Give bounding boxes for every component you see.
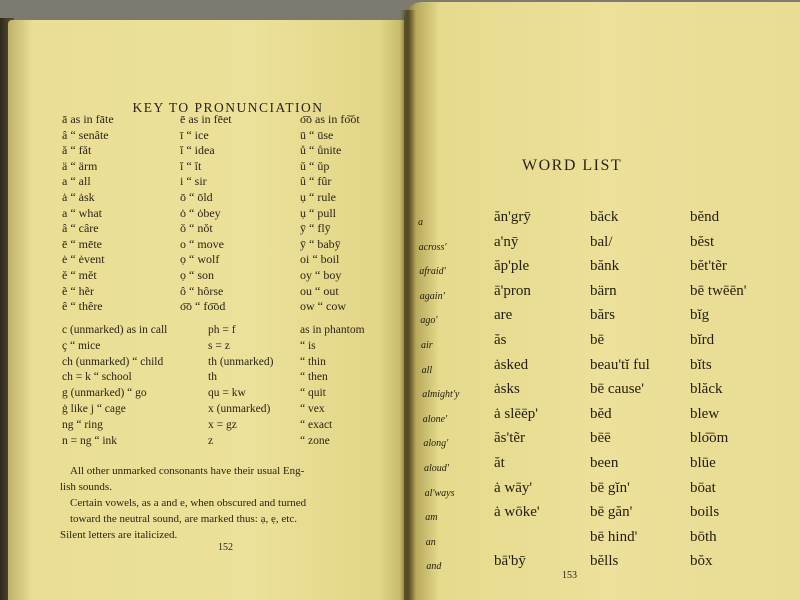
word: bē gĭn' [590,479,630,496]
margin-word: and [426,561,442,573]
table-cell: ů “ ůnite [300,143,342,158]
word: bē cause' [590,381,644,398]
table-cell: ọ “ wolf [180,252,220,267]
word: bēē [590,430,611,447]
table-cell: ȳ “ babȳ [300,236,341,251]
word: ȧsked [494,356,529,373]
table-cell: o “ move [180,236,224,251]
word: ȧsks [494,381,520,398]
table-cell: ou “ out [300,283,339,298]
table-cell: ụ “ pull [300,205,336,220]
table-cell: â “ câre [62,221,99,236]
table-cell: “ zone [300,434,330,447]
table-cell: ă “ făt [62,143,92,158]
table-cell: “ then [300,371,328,384]
table-cell: ō “ ōld [180,190,213,204]
word: bōth [690,528,717,545]
word: ăt [494,455,505,471]
note-line: Certain vowels, as a and e, when obscured and turned [70,497,307,509]
book-gutter [400,10,416,600]
table-cell: a “ all [62,174,91,189]
table-cell: ow “ cow [300,299,346,314]
word: blew [690,405,720,422]
table-cell: “ is [300,339,316,352]
page-title: KEY TO PRONUNCIATION [132,100,324,115]
page-number: 152 [218,542,233,553]
table-cell: x = gz [208,418,237,431]
table-cell: oi “ boil [300,252,340,267]
table-cell: ụ “ rule [300,190,336,204]
word: bärn [590,282,617,299]
word: bĕt'tẽr [690,258,727,275]
margin-word: a [418,217,423,228]
table-cell: x (unmarked) [208,403,271,415]
word: bĭg [690,307,710,324]
table-cell: th [208,371,217,384]
table-cell: oy “ boy [300,268,342,282]
margin-word: again' [419,290,445,302]
word: bĭrd [690,332,715,348]
table-cell: c (unmarked) as in call [62,324,168,336]
table-cell: ọ “ son [180,268,214,282]
table-cell: ē “ mēte [62,236,102,251]
word: bā'bȳ [494,553,526,570]
note-line: lish sounds. [60,481,112,493]
margin-word: all [421,364,433,376]
word: bănk [590,258,620,275]
word: ā'pron [494,282,531,299]
table-cell: as in phantom [300,324,365,336]
word: bōat [690,479,716,496]
word: bĕnd [690,209,720,225]
word: bĕst [690,233,715,250]
margin-word: am [425,512,438,524]
table-cell: a “ what [62,205,102,220]
table-cell: ç “ mice [62,339,101,352]
word: boils [690,504,720,521]
table-cell: th (unmarked) [208,355,274,368]
word: ȧ wōke' [494,504,540,521]
right-page [404,2,800,600]
word: bē hind' [590,528,638,545]
table-cell: ẽ “ hẽr [62,283,94,298]
word: bē twēēn' [690,282,747,299]
word: băck [590,209,619,225]
margin-word: alone' [422,413,448,425]
table-cell: û “ fûr [300,174,332,189]
word: bŏx [690,553,713,570]
word: a'nȳ [494,233,519,250]
table-cell: ĭ “ idea [180,143,215,158]
word: beau'tĭ ful [590,356,650,373]
table-cell: ġ like j “ cage [62,403,126,415]
table-cell: “ vex [300,403,325,415]
table-cell: ch (unmarked) “ child [62,355,164,368]
word: ăs [494,332,507,348]
margin-word: air [421,340,433,351]
table-cell: ĕ “ mĕt [62,268,97,282]
table-cell: i “ sir [180,174,207,189]
page-title: WORD LIST [522,157,623,174]
table-cell: n = ng “ ink [62,434,118,447]
margin-word: ago' [420,315,438,327]
page-number: 153 [562,570,577,581]
table-cell: ȳ “ flȳ [300,221,331,236]
word: are [494,307,513,324]
table-cell: ȧ “ ȧsk [62,190,95,204]
word: ȧ slēēp' [494,405,538,422]
table-cell: z [208,434,214,447]
table-cell: ē as in fēet [180,112,232,126]
table-cell: ô “ hôrse [180,283,224,298]
table-cell: ŭ “ ŭp [300,158,330,173]
word: blo͞om [690,430,729,447]
word: ăn'grȳ [494,209,531,225]
note-line: All other unmarked consonants have their usual Eng- [70,465,305,477]
table-cell: ŏ “ nŏt [180,221,213,236]
table-cell: o͞o as in fo͝ot [300,112,360,126]
table-cell: ā as in fāte [62,112,114,126]
margin-word: al'ways [424,487,455,499]
table-cell: ê “ thêre [62,299,103,314]
table-cell: ng “ ring [62,418,103,431]
word: bē [590,332,605,348]
table-cell: o͞o “ fo͞od [180,299,226,314]
margin-word: almight'y [422,389,460,401]
table-cell: g (unmarked) “ go [62,387,147,400]
note-line: Silent letters are italicized. [60,529,178,541]
word: bĭts [690,356,712,373]
table-cell: ph = f [208,324,236,336]
word: been [590,455,619,471]
table-cell: â “ senâte [62,127,109,142]
table-cell: ä “ ärm [62,158,98,173]
table-cell: qu = kw [208,387,246,400]
word: blăck [690,381,723,398]
table-cell: “ quit [300,387,326,400]
table-cell: ū “ ūse [300,127,334,142]
note-line: toward the neutral sound, are marked thus: ạ, ẹ, etc. [70,513,297,525]
table-cell: “ exact [300,418,333,431]
word: bal/ [590,233,613,250]
table-cell: ī “ ice [180,127,209,142]
left-page [8,20,412,600]
table-cell: ch = k “ school [62,371,132,384]
table-cell: “ thin [300,355,326,368]
word: bĕd [590,405,612,422]
word: bărs [590,307,615,324]
word: bē găn' [590,504,633,521]
table-cell: ȯ “ ȯbey [180,205,221,220]
word: ȧ wāy' [494,479,533,496]
margin-word: along' [423,438,449,450]
margin-word: aloud' [424,463,449,474]
table-cell: ė “ ėvent [62,252,105,267]
margin-word: afraid' [419,266,446,278]
word: ăp'ple [494,258,530,275]
word: bĕlls [590,553,619,570]
margin-word: an [425,536,436,548]
table-cell: ĭ “ ĭt [180,158,202,173]
word: ăs'tẽr [494,430,526,447]
margin-word: across' [418,241,447,253]
table-cell: s = z [208,339,230,352]
word: blūe [690,455,716,471]
